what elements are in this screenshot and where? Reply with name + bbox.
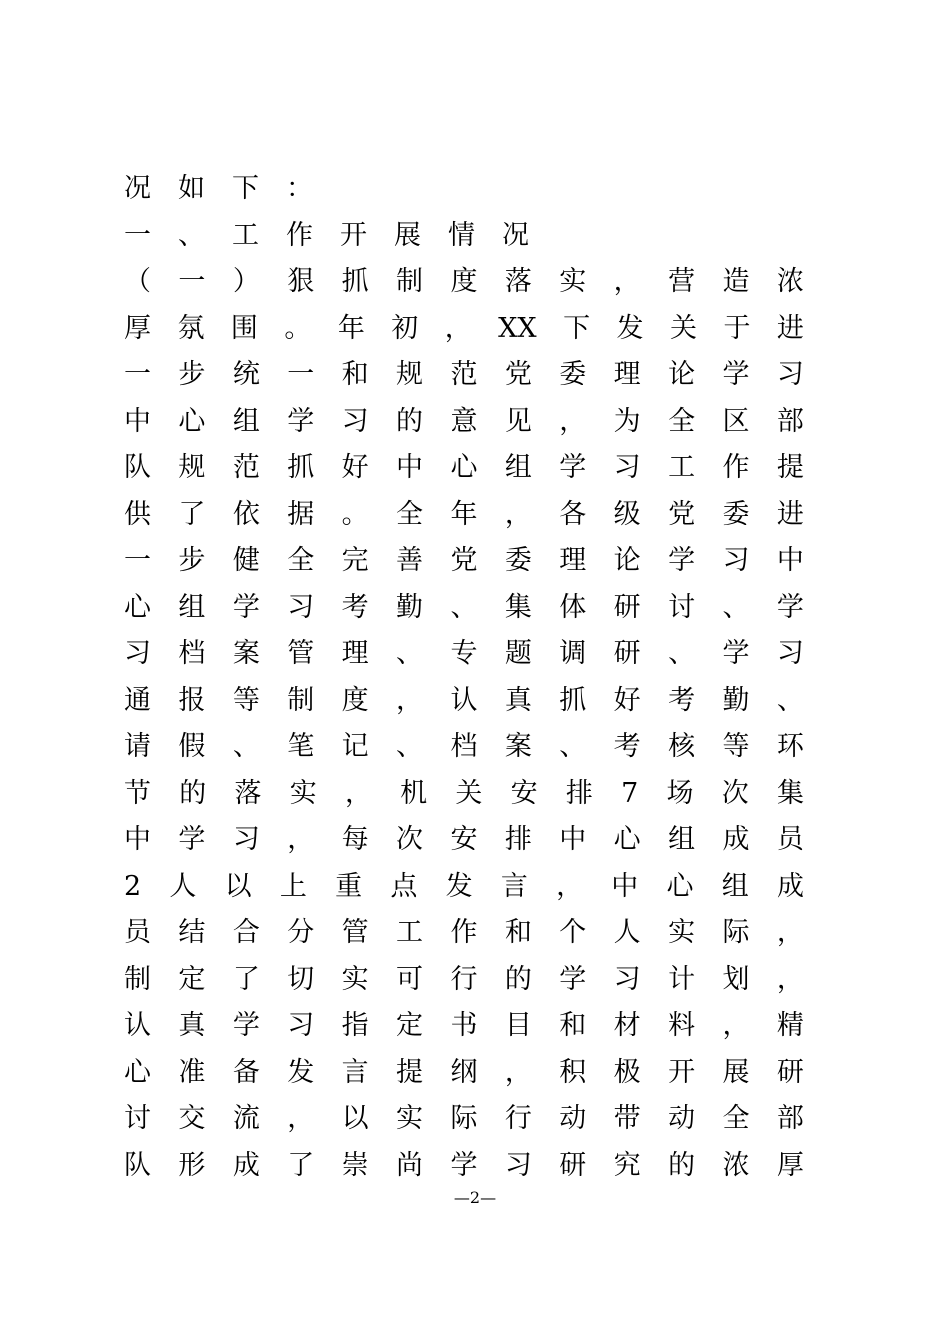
text-glyph: 可 [396,963,424,995]
text-glyph: 员 [124,917,151,948]
text-glyph: 工 [396,917,424,948]
text-glyph: 习 [341,405,369,437]
text-glyph: 完 [341,545,369,576]
text-glyph: 人 [169,870,197,902]
text-glyph: 习 [232,824,260,855]
text-glyph: 发 [616,312,644,344]
text-glyph: 上 [279,870,307,902]
text-glyph: 年 [450,498,478,530]
text-glyph: 学 [559,963,587,995]
text-glyph: ， [344,777,372,809]
text-glyph: 切 [287,963,315,995]
text-line [124,1096,804,1143]
text-glyph: 和 [559,1010,587,1041]
text-glyph: 实 [341,963,369,995]
text-line [124,352,804,399]
text-line [124,678,804,725]
text-glyph: 考 [668,684,696,716]
text-glyph: 了 [178,498,206,530]
text-glyph: 心 [178,405,206,437]
text-glyph: ， [504,1056,532,1088]
text-glyph: 进 [776,498,804,530]
text-glyph: 讨 [668,591,696,623]
text-glyph: 体 [559,591,587,623]
text-glyph: 依 [232,498,260,530]
text-glyph: 讨 [124,1103,151,1134]
text-glyph: 制 [287,684,315,716]
text-glyph: 习 [776,359,804,390]
text-glyph: 论 [613,545,641,576]
text-glyph: 书 [450,1010,478,1041]
text-glyph: 队 [124,452,151,483]
text-glyph: 浓 [776,266,804,297]
text-glyph: 组 [668,824,696,855]
text-glyph: 论 [668,359,696,390]
text-glyph: 重 [335,870,363,902]
text-glyph: 积 [559,1056,587,1088]
text-glyph: 下 [232,173,259,204]
text-glyph: 各 [559,498,587,530]
text-glyph: 供 [124,498,151,530]
text-glyph: 实 [668,917,696,948]
text-glyph: 人 [613,917,641,948]
text-glyph: 开 [340,219,367,251]
text-glyph: 集 [504,591,532,623]
text-glyph: 每 [341,824,369,855]
text-glyph: 研 [613,591,641,623]
text-glyph: 精 [776,1010,804,1041]
text-glyph: 的 [504,963,532,995]
text-glyph: 交 [178,1103,206,1134]
text-glyph: 心 [124,1056,151,1088]
text-glyph: 一 [287,359,315,390]
text-glyph: 集 [777,777,804,809]
text-line [124,445,804,492]
text-glyph: 2 [124,870,142,902]
text-glyph: 组 [721,870,749,902]
text-line [124,631,804,678]
text-glyph: 请 [124,731,151,762]
text-line [124,817,804,864]
text-glyph: 管 [287,638,315,669]
text-glyph: 考 [613,731,641,762]
text-glyph: 形 [178,1149,206,1181]
text-glyph: 定 [178,963,206,995]
text-glyph: 提 [776,452,804,483]
text-glyph: 、 [776,684,804,716]
text-glyph: 年 [337,312,365,344]
text-glyph: 环 [776,731,804,762]
text-glyph: 准 [178,1056,206,1088]
body-text [124,166,804,1189]
text-glyph: 中 [611,870,639,902]
text-glyph: 部 [776,405,804,437]
text-glyph: 一 [178,266,206,297]
text-glyph: 了 [287,1149,315,1181]
text-glyph: 况 [502,219,529,251]
text-glyph: 案 [504,731,532,762]
text-glyph: 记 [341,731,369,762]
text-glyph: 发 [445,870,473,902]
text-glyph: ） [232,266,260,297]
text-glyph: 理 [341,638,369,669]
text-glyph: 范 [450,359,478,390]
text-glyph: 成 [777,870,804,902]
text-glyph: 真 [504,684,532,716]
text-glyph: 进 [776,312,804,344]
text-glyph: 员 [776,824,804,855]
text-glyph: 展 [722,1056,750,1088]
text-glyph: 学 [232,1010,260,1041]
text-glyph: 关 [455,777,483,809]
text-glyph: ， [559,405,587,437]
text-glyph: 习 [287,591,315,623]
text-glyph: 好 [613,684,641,716]
text-glyph: 实 [396,1103,424,1134]
text-glyph: 、 [232,731,260,762]
text-glyph: 等 [722,731,750,762]
text-line [124,910,804,957]
text-glyph: 习 [776,638,804,669]
text-glyph: 氛 [177,312,205,344]
text-glyph: 定 [396,1010,424,1041]
text-glyph: 报 [178,684,206,716]
text-glyph: 安 [510,777,538,809]
text-glyph: 学 [776,591,804,623]
text-glyph: ： [286,173,313,204]
text-glyph: 。 [341,498,369,530]
text-glyph: ， [287,1103,315,1134]
text-glyph: 际 [450,1103,478,1134]
text-glyph: 委 [504,545,532,576]
text-glyph: 为 [613,405,641,437]
text-glyph: 究 [613,1149,641,1181]
text-glyph: 带 [613,1103,641,1134]
text-glyph: 、 [396,638,424,669]
text-glyph: 学 [722,359,750,390]
text-glyph: 专 [450,638,478,669]
text-glyph: 统 [232,359,260,390]
text-glyph: 一 [124,219,151,251]
text-glyph: 习 [613,452,641,483]
text-glyph: 狠 [287,266,315,297]
text-glyph: 全 [668,405,696,437]
text-glyph: 抓 [559,684,587,716]
text-glyph: 动 [668,1103,696,1134]
text-glyph: 学 [722,638,750,669]
text-glyph: 成 [232,1149,260,1181]
text-glyph: 好 [341,452,369,483]
text-glyph: 学 [232,591,260,623]
text-glyph: 厚 [776,1149,804,1181]
text-glyph: 部 [776,1103,804,1134]
text-glyph: 研 [559,1149,587,1181]
text-glyph: 成 [722,824,750,855]
text-line [124,1143,804,1190]
text-glyph: 下 [563,312,591,344]
text-glyph: 、 [668,638,696,669]
text-glyph: 学 [559,452,587,483]
text-glyph: 中 [396,452,424,483]
text-glyph: 等 [232,684,260,716]
text-glyph: 极 [613,1056,641,1088]
text-glyph: 料 [668,1010,696,1041]
text-glyph: 心 [666,870,694,902]
text-glyph: 落 [234,777,262,809]
text-glyph: 围 [230,312,258,344]
text-line [124,399,804,446]
text-glyph: 核 [668,731,696,762]
text-glyph: 调 [559,638,587,669]
text-glyph: 习 [124,638,151,669]
text-glyph: 组 [504,452,532,483]
text-glyph: 的 [668,1149,696,1181]
page-number: —2— [453,1188,497,1207]
text-glyph: 次 [721,777,749,809]
text-glyph: 个 [559,917,587,948]
text-glyph: 于 [723,312,751,344]
text-glyph: ， [287,824,315,855]
text-glyph: 工 [668,452,696,483]
text-glyph: 造 [722,266,750,297]
text-glyph: 见 [504,405,532,437]
text-glyph: 、 [722,591,750,623]
text-glyph: 心 [613,824,641,855]
text-glyph: 组 [232,405,260,437]
text-glyph: 中 [776,545,804,576]
text-glyph: 规 [396,359,424,390]
text-glyph: 理 [559,545,587,576]
text-line [124,585,804,632]
text-glyph: 考 [341,591,369,623]
text-glyph: 情 [448,219,475,251]
text-glyph: 抓 [287,452,315,483]
text-glyph: 案 [232,638,260,669]
text-glyph: 勤 [722,684,750,716]
text-glyph: 习 [504,1149,532,1181]
text-glyph: 浓 [722,1149,750,1181]
text-glyph: 中 [124,405,151,437]
text-glyph: 况 [124,173,151,204]
text-line [124,259,804,306]
text-glyph: 认 [124,1010,151,1041]
text-glyph: 尚 [396,1149,424,1181]
text-glyph: 假 [178,731,206,762]
text-glyph: 心 [450,452,478,483]
text-glyph: ， [722,1010,750,1041]
text-glyph: 学 [450,1149,478,1181]
text-glyph: 指 [341,1010,369,1041]
text-glyph: 、 [178,219,205,251]
text-glyph: 中 [559,824,587,855]
text-glyph: 范 [232,452,260,483]
text-glyph: 、 [559,731,587,762]
text-glyph: 营 [668,266,696,297]
text-glyph: 全 [722,1103,750,1134]
text-line [124,538,804,585]
text-glyph: 以 [341,1103,369,1134]
text-glyph: 步 [178,545,206,576]
text-glyph: 规 [178,452,206,483]
text-glyph: 排 [565,777,593,809]
text-glyph: 划 [722,963,750,995]
text-line [124,1050,804,1097]
text-glyph: 学 [287,405,315,437]
text-glyph: 区 [722,405,750,437]
text-glyph: 和 [341,359,369,390]
text-glyph: 制 [124,963,151,995]
text-glyph: 排 [504,824,532,855]
text-line [124,1003,804,1050]
text-glyph: 学 [668,545,696,576]
text-glyph: 计 [668,963,696,995]
text-glyph: ， [504,498,532,530]
text-glyph: 笔 [287,731,315,762]
text-glyph: 健 [232,545,260,576]
text-glyph: 中 [124,824,151,855]
text-glyph: 言 [341,1056,369,1088]
text-glyph: 学 [178,824,206,855]
text-glyph: 结 [178,917,206,948]
text-glyph: 党 [450,545,478,576]
text-glyph: 实 [289,777,317,809]
text-glyph: 以 [224,870,252,902]
text-glyph: 队 [124,1149,151,1181]
text-glyph: 心 [124,591,151,623]
text-glyph: 作 [286,219,313,251]
text-glyph: 委 [559,359,587,390]
text-glyph: 度 [450,266,478,297]
text-glyph: 分 [287,917,315,948]
text-line [124,864,804,911]
text-glyph: 全 [287,545,315,576]
text-glyph: 党 [504,359,532,390]
text-line [124,166,804,213]
text-glyph: ， [613,266,641,297]
text-glyph: 级 [613,498,641,530]
text-glyph: 的 [179,777,207,809]
text-glyph: 通 [124,684,151,716]
text-glyph: 委 [722,498,750,530]
text-glyph: ， [444,312,472,344]
text-glyph: 作 [450,917,478,948]
text-glyph: 制 [396,266,424,297]
text-line [124,771,804,818]
text-glyph: 一 [124,359,151,390]
text-glyph: 认 [450,684,478,716]
text-line [124,213,804,260]
text-glyph: XX [498,312,537,344]
text-glyph: 关 [669,312,697,344]
text-glyph: （ [124,266,151,297]
text-glyph: 合 [232,917,260,948]
text-glyph: 全 [396,498,424,530]
text-glyph: 了 [232,963,260,995]
text-line [124,724,804,771]
text-glyph: 党 [668,498,696,530]
text-glyph: 如 [178,173,205,204]
text-glyph: 和 [504,917,532,948]
text-glyph: 备 [232,1056,260,1088]
text-glyph: ， [396,684,424,716]
text-glyph: 动 [559,1103,587,1134]
text-glyph: 初 [391,312,419,344]
text-glyph: 际 [722,917,750,948]
text-glyph: 落 [504,266,532,297]
text-glyph: 理 [613,359,641,390]
text-glyph: 、 [450,591,478,623]
text-glyph: 行 [450,963,478,995]
text-glyph: 开 [668,1056,696,1088]
text-glyph: 抓 [341,266,369,297]
text-glyph: 纲 [450,1056,478,1088]
text-glyph: 行 [504,1103,532,1134]
text-glyph: 组 [178,591,206,623]
text-glyph: 善 [396,545,424,576]
text-glyph: 研 [613,638,641,669]
text-glyph: 档 [450,731,478,762]
text-glyph: 实 [559,266,587,297]
text-glyph: 材 [613,1010,641,1041]
text-line [124,492,804,539]
text-glyph: 档 [178,638,206,669]
text-glyph: 题 [504,638,532,669]
text-glyph: 流 [232,1103,260,1134]
text-glyph: 度 [341,684,369,716]
text-glyph: 厚 [124,312,151,344]
text-glyph: 发 [287,1056,315,1088]
text-glyph: 场 [666,777,694,809]
text-glyph: 管 [341,917,369,948]
text-glyph: 安 [450,824,478,855]
text-glyph: 习 [722,545,750,576]
text-glyph: 展 [394,219,421,251]
text-glyph: 点 [390,870,418,902]
text-glyph: 作 [722,452,750,483]
text-glyph: ， [776,963,804,995]
text-glyph: 一 [124,545,151,576]
text-glyph: 。 [284,312,312,344]
text-glyph: 勤 [396,591,424,623]
text-glyph: 据 [287,498,315,530]
text-glyph: 真 [178,1010,206,1041]
text-glyph: 工 [232,219,259,251]
text-glyph: 提 [396,1056,424,1088]
text-line [124,957,804,1004]
text-glyph: 机 [400,777,428,809]
text-line [124,306,804,353]
text-glyph: 习 [613,963,641,995]
text-glyph: 、 [396,731,424,762]
text-glyph: 次 [396,824,424,855]
text-glyph: 言 [500,870,528,902]
text-glyph: 7 [621,777,639,809]
text-glyph: 目 [504,1010,532,1041]
text-glyph: 的 [396,405,424,437]
text-glyph: ， [776,917,804,948]
text-glyph: 步 [178,359,206,390]
text-glyph: ， [556,870,584,902]
text-glyph: 意 [450,405,478,437]
text-glyph: 崇 [341,1149,369,1181]
text-glyph: 研 [776,1056,804,1088]
text-glyph: 习 [287,1010,315,1041]
text-glyph: 节 [124,777,151,809]
